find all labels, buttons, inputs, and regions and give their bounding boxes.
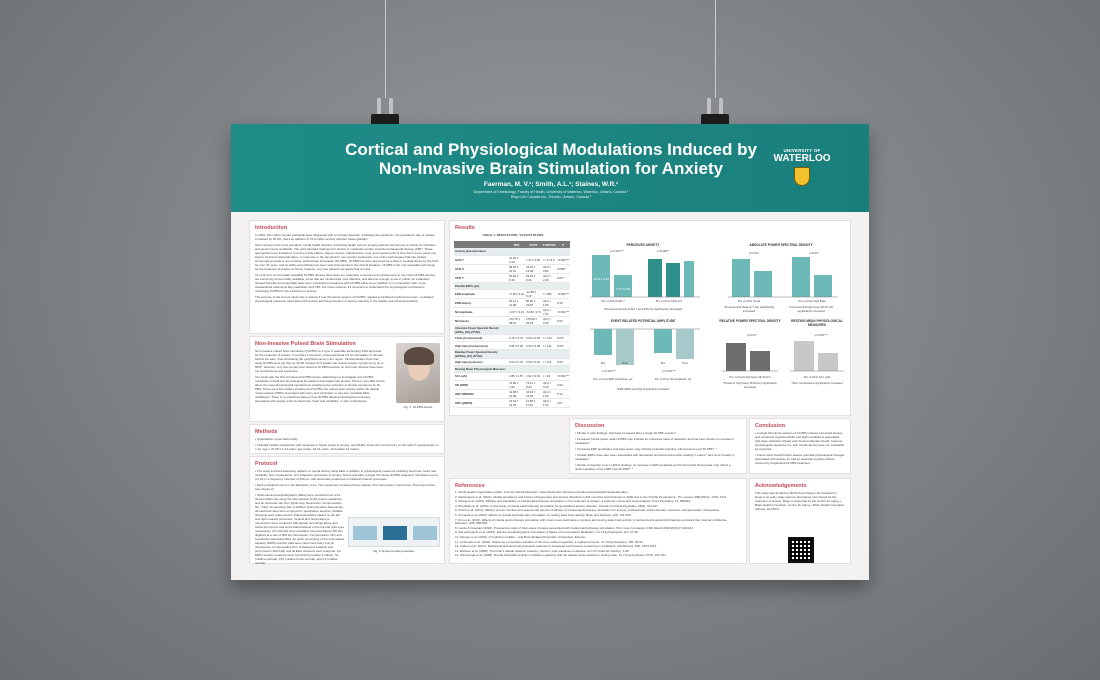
table-cell <box>525 248 542 255</box>
table-cell <box>542 326 556 335</box>
university-logo <box>767 148 837 186</box>
reference-item: 8. Lande & Gragnani (2016). Prospective study of brain wave changes associated with cranial electrotherapy stimulation. Prim Care Companion CNS Disord 2018;20(6):17m02214. <box>455 525 694 530</box>
table-cell: t(21) = 0.09 <box>542 380 556 389</box>
table-cell: 0.63 <box>556 317 570 326</box>
logo-main-text: WATERLOO <box>773 153 831 164</box>
reference-item: 2. Santomauro et al. (2021). Global prevalence and burden of depressive and anxiety disorders in 204 countries and territories in 2020 due to the COVID-19 pandemic. The Lancet, 398(10312), 1700–1712. <box>455 494 728 499</box>
reference-item: 11. LoTemplio et al. (2020). Nature as a potential modulator of the error-related negativity: a registered report. Int J Psychophysiol, 156, 49-59. <box>455 539 644 544</box>
bar-ern-pre <box>594 329 612 355</box>
paragraph: Since anxiety is the most prevalent mental health disorder, prioritizing health care for anxiety patients has become a priority for clinicians and governments worldwide. The gold standard treatment for anxiety is medication and/or cognitive behavioural therapy (CBT). These approaches have limitations in terms of side effects, stigma, access, effectiveness, cost, and requirements of time that it some cases can lead to treatment discontinuation. In response to the demand for new anxiety treatments, one of the technologies that has yielded encouraging results is non-invasive pulsed brain stimulation (NI-PBS). NI-PBS has been approved as a class II medical device by the FDA for over 40 years, and its safety and efficacy has been well documented in the clinical literature. NI-PBS is the only wearable technology for the treatment of anxiety at home; however, very few patients are aware that it exists. <box>255 243 439 271</box>
reference-item: 3. Chang et al. (2015). Efficacy and tolerability of cranial electrotherapy stimulation in the treatment of anxiety: a systemic review and meta-analysis. Front Psychiatry, 13, 899040. <box>455 499 691 504</box>
section-heading: Methods <box>255 429 278 435</box>
bar-gad7-post <box>614 275 632 297</box>
table-cell: 0.04 ± 0.01 <box>509 359 524 364</box>
table-cell: ERN latency <box>454 299 508 308</box>
procedure-diagram <box>348 517 440 547</box>
table-cell: Anxiety Questionnaires <box>454 248 508 255</box>
references-list <box>450 491 746 558</box>
section-heading: Protocol <box>255 461 278 467</box>
table-cell: t = 130 <box>542 335 556 342</box>
references-section <box>449 478 747 564</box>
table-cell <box>525 326 542 335</box>
table-cell: t(21) = 2.38 <box>542 273 556 282</box>
conclusion-section <box>749 418 851 474</box>
table-cell: Relative Power Spectral Density (ΔPSDq, [10] μV²/Hz) <box>454 349 508 358</box>
table-cell: Resting Mean Physiological Measures <box>454 365 508 372</box>
table-cell: Parallel ERPs (μV) <box>454 282 508 289</box>
hair-icon <box>404 347 434 365</box>
table-row <box>454 326 570 335</box>
table-cell: 0.10 <box>556 299 570 308</box>
paragraph: • Increased ERP amplitudes and beta power may indicate potential cognitive enhancement post NI-PBS⁴⁻⁵ <box>575 447 717 451</box>
table-header-cell: POST <box>525 241 542 248</box>
figure-caption: Fig. 1: NI-PBS device <box>403 405 433 409</box>
hanging-string-left <box>385 0 386 98</box>
x-label: Post <box>622 361 628 365</box>
figure-caption: Fig. 2: Experimental procedure. <box>373 549 415 553</box>
table-row <box>454 317 570 326</box>
table-cell: -3.67 ± 3.21 <box>508 308 525 317</box>
paragraph: • Quantitative, upper-label study. <box>255 437 299 441</box>
table-cell: t = 141 <box>542 342 556 349</box>
chart-title: EVENT RELATED POTENTIAL AMPLITUDE <box>610 319 676 323</box>
axis-label: Pre vs Post High beta (18-30 Hz) <box>729 375 771 379</box>
table-cell: t(21) = 1.92 <box>542 398 556 407</box>
table-cell <box>556 248 570 255</box>
table-cell: STAI-T <box>454 273 508 282</box>
table-cell <box>525 365 542 372</box>
table-cell <box>508 365 525 372</box>
table-header-row <box>454 241 570 248</box>
table-cell: 0.06 ± 0.02 <box>526 359 541 364</box>
table-cell: t = 486 <box>542 290 556 299</box>
table-cell: 53.05 ± 8.44 <box>525 273 542 282</box>
table-row <box>454 273 570 282</box>
bar-theta-pre <box>732 259 750 297</box>
table-cell: t(21) = 1.56 <box>542 389 556 398</box>
paragraph: • Increased frontal power peak NI-PBS may indicate an enhanced state of relaxation and has been shown to increase in meditation³ <box>575 437 734 445</box>
table-row <box>454 308 570 317</box>
poster-affiliations <box>331 190 771 200</box>
table-row <box>454 389 570 398</box>
table-cell: -11.88 ± 8.23 <box>525 290 542 299</box>
table-cell <box>542 349 556 358</box>
table-cell: STAI-S <box>454 264 508 273</box>
table-cell: HRV (pNN50) <box>454 398 508 407</box>
poster-header <box>231 124 869 212</box>
reference-item: 4. Brunfacky et al. (2009). A pilot study of cranial electrotherapy stimulation for generalized anxiety disorder. Journal of Clinical Psychiatry, 69(3), 412-417. <box>455 503 659 508</box>
chart-title: RESTING MEAN PHYSIOLOGICAL MEASURES <box>791 319 843 327</box>
chart-note: *Frontocentral high beta (18-30 Hz) significantly increased <box>789 305 833 313</box>
table-cell: 7.47 ± 4.80 <box>525 255 542 264</box>
procedure-step <box>353 526 377 540</box>
table-row <box>454 365 570 372</box>
bar-stais-pre <box>648 259 662 297</box>
table-cell <box>556 282 570 289</box>
qr-code-icon[interactable] <box>788 537 814 563</box>
paragraph: The purpose of the current study was to assess if one 30-minute session of NI-PBS, applied to localized marked premotors, modulated physiological measures associated with anxiety and the perception of anxiety intensity in the healthy sub-clinical population. <box>255 295 434 303</box>
affiliation-2: Rego Life Canada Inc., Toronto, Ontario, Canada ² <box>510 195 592 199</box>
table-row <box>454 398 570 407</box>
table-header-cell: PRE <box>508 241 525 248</box>
table-cell <box>542 365 556 372</box>
table-row <box>454 299 570 308</box>
hanging-string-right <box>715 0 716 98</box>
paragraph: • Each participant came to the laboratory once. The experiment contained three phases: Pre-intervention, Intervention, Post-intervention (see Figure 2). <box>255 483 436 491</box>
table-row <box>454 373 570 380</box>
table-cell: t = 111 <box>542 358 556 365</box>
table-cell: 73.86 ± 7.83 <box>508 380 525 389</box>
chart-note: *Skin conductance significantly increased <box>791 381 843 385</box>
table-cell <box>508 326 525 335</box>
table-cell: t(21) = 1.89 <box>542 299 556 308</box>
table-row <box>454 282 570 289</box>
table-cell: 80.96 ± 23.87 <box>525 299 542 308</box>
table-row <box>454 358 570 365</box>
table-cell: 42.15 ± 12.08 <box>525 264 542 273</box>
bar-scl-post <box>818 353 838 371</box>
table-cell: 14.00 ± 3.24 <box>508 255 525 264</box>
chart-note: *ERP (ERN and N2) amplitudes increased <box>616 387 670 391</box>
table-row <box>454 290 570 299</box>
nipbs-section <box>249 336 445 422</box>
table-cell: t = 91 <box>542 373 556 380</box>
table-cell: Absolute Power Spectral Density (ΔPSq, [10] μV²/Hz) <box>454 326 508 335</box>
table-cell: High beta (frontocentral) <box>454 342 508 349</box>
bar-stais-post <box>666 263 680 297</box>
table-cell <box>508 349 525 358</box>
bar-theta-post <box>754 271 772 297</box>
table-cell: N2 amplitude <box>454 308 508 317</box>
bar-gad7-pre <box>592 255 610 297</box>
table-cell <box>556 326 570 335</box>
bar-value-label: 14.00 ± 3.24 <box>593 277 609 281</box>
paragraph: • Scalp electroencephalography (EEG) were recorded from a 64-channel EEG cap using the international 10-20 system guidelines and an electrode cap from (Quik-Cap, Neuroscan, Compumedics, NC, USA). At sampling rate of 1000Hz (Compumedics Neuroscan). All electrode sites were employed in quantitative analysis. All EEG channels were referenced to linked electrodes placed on the left and right mastoid processes. Vertical and horizontal eye movements were monitored with bipolar recordings above and below the left eye and at the lateral aspect of the left and right eyes respectively. All channels were amplified, low-pass filtered (50 Hz), digitized at a rate of 500 Hz (Neuroscan, Compumedics, NC) and impedance was below 5kΩ. Air quick processing of the omit-related capacity (ERPs) and EC data were performed using Curry8 (Neuroscan, Compumedics NC). Subsequent analysis was performed in MATLAB, and all EEG channels were analyzed. For ERPs and EC measurements frontal (F2) positive (midline), N1 (midline parietal), P12 (midline fronto-central), and C2 (midline central). <box>255 493 345 565</box>
paragraph: • Included healthy participants with moderate or higher levels of anxiety, specifically, those who scored a 8+ on the GAD-7 questionnaire (n = 22, age = 22.08 ± 2.14 years; age range: 18-31 years; 14 females 13 males). <box>255 443 439 451</box>
table-cell: 2.92 ± 2.81 <box>526 374 541 379</box>
paragraph: Non-invasive pulsed brain stimulation (NI-PBS) is a type of wearable technology FDA approved for the treatment of anxiety. It provides a low-level, pulsed electrical 0.5 Hz stimulation to the skin behind the ears, thus stimulating the peripheral nerve in the region. Clinical studies show that using NI-PBS once per day for 20-60 minutes for 6 weeks can reduce anxiety symptoms by up to 50%*. however, very few people have heard of NI-PBS because up until now, devices have been too cumbersome and expensive. <box>255 349 384 373</box>
procedure-step <box>413 526 437 540</box>
chart-title: RELATIVE POWER SPECTRAL DENSITY <box>719 319 781 323</box>
table-cell: <0.001*** <box>556 290 570 299</box>
table-title: TABLE 1: RESULTS PRE- VS POST NI-PBS <box>482 233 544 237</box>
table-cell: 0.93 <box>556 380 570 389</box>
poster <box>231 124 869 580</box>
chart-note: *Perceived anxiety (GAD-7 and STAI-S) significantly decreased <box>603 307 683 311</box>
table-cell: Theta (frontocentral) <box>454 335 508 342</box>
table-cell: 0.008** <box>556 264 570 273</box>
p-value-label: p<0.001*** <box>602 369 616 373</box>
acknowledgements-section <box>749 478 851 564</box>
protocol-section <box>249 456 445 564</box>
bar-relbeta-pre <box>726 343 746 371</box>
axis-label: Pre vs Post STAI-S/T <box>655 299 683 303</box>
axis-label: Pre vs Post High Beta <box>798 299 826 303</box>
table-cell: 3.86 ± 1.87 <box>509 374 524 379</box>
axis-label: Pre vs Post GAD-7 <box>601 299 625 303</box>
bar-beta-post <box>814 275 832 297</box>
affiliation-1: Department of Kinesiology, Faculty of Health, University of Waterloo, Waterloo, Ontario, Canada ¹ <box>473 190 629 194</box>
table-row <box>454 335 570 342</box>
section-heading: References <box>455 483 485 489</box>
table-cell: 0.04* <box>556 335 570 342</box>
shield-icon <box>794 167 810 186</box>
table-cell: 0.60 ± 0.56 <box>526 336 541 341</box>
reference-item: 5. Kirsch et al. (2014). Military service member and veteran self reports of efficacy of cranial electrotherapy stimulation for anxiety, posttraumatic stress disorder, insomnia, and depression. Perspective. <box>455 508 721 513</box>
bar-beta-pre <box>792 257 810 297</box>
x-label: Pre <box>600 361 606 365</box>
paragraph: • The study involved assessing patterns of neural activity using EEG in addition to physiological measures including heart rate, heart rate variability, skin conductance, and subjective perception of anxiety, before and after a single 30 minute NI-PBS treatment: stimulators set to 0.5 Hz in a frequency intervals of 500 μA, with electrodes positioned on bilateral mastoid processes. <box>255 469 438 481</box>
chart-note: *Posterior high beta (18-30 Hz) significantly increased <box>723 381 777 389</box>
table-cell <box>542 282 556 289</box>
table-cell: <0.001*** <box>556 255 570 264</box>
p-value-label: p=0.01* <box>747 333 757 337</box>
reference-item: 9. DeLoshingseth et al. (2019). Electroencephalographic Correlates of States of Concentrative Meditation. Int J Psychophysiol, 110, 27-39. <box>455 530 639 535</box>
section-heading: Results <box>455 225 475 231</box>
table-cell: 81.11 ± 21.98 <box>508 299 525 308</box>
table-cell: -5.38 ± 3.71 <box>525 308 542 317</box>
reference-item: 12. Andres et al. (2017). Behavioral and electrophysiological evidence of enhanced performance monitoring in meditators. Mindfulness, 8(6), 1603-1614. <box>455 544 658 549</box>
table-cell: <0.001*** <box>557 374 569 379</box>
paragraph: • Similar to past findings, high beta increased after a single NI-PBS session² <box>575 431 676 435</box>
table-cell: 54.20 ± 9.16 <box>508 273 525 282</box>
table-cell <box>556 349 570 358</box>
bar-scl-pre <box>794 341 814 371</box>
p-value-label: p<0.008** <box>656 249 670 253</box>
chart-title: ABSOLUTE POWER SPECTRAL DENSITY <box>749 243 813 247</box>
poster-authors: Faerman, M. V.¹; Smith, A.L.¹; Staines, W.R.¹ <box>483 181 619 188</box>
table-cell: t = 4.72 5 <box>542 255 556 264</box>
introduction-section <box>249 220 445 334</box>
reference-item: 13. Buckner et al. (2008). The brain's default network: anatomy, function, and relevance to disease. Ann NY Acad Sci 1124(1), 1-38. <box>455 548 630 553</box>
table-cell: GAD-7 <box>454 255 508 264</box>
reference-item: 6. Ferrarelli et al. (2012). Effects of cranial electrotherapy stimulation on resting state brain activity. Brain and behavior, 2(2), 211-220. <box>455 512 632 517</box>
paragraph: • Future work should further assess potential physiological changes associated with anxiety as well as potential cognitive effects induced by longitudinal NI-PBS treatment. <box>755 453 845 465</box>
bar-relbeta-post <box>750 351 770 371</box>
section-heading: Introduction <box>255 225 288 231</box>
table-row <box>454 255 570 264</box>
paragraph: • Similar to Faucher et al.'s (2012) findings, an increase in ERN amplitude and frontocentral theta power may reflect a downregulation of the DMN post-NI-PBS⁸⁻⁹ <box>575 463 731 471</box>
table-cell: t(21) = 3.86 <box>542 264 556 273</box>
table-header-cell <box>454 241 508 248</box>
table-cell: 0.07 <box>556 398 570 407</box>
table-header-cell: P <box>556 241 570 248</box>
bar-n2-post <box>676 329 694 359</box>
reference-item: 7. Kim et al. (2021). Effects of cranial electrotherapy stimulation with novel in-ear electrodes on anxiety and resting-state brain activity: A randomized double-blind placebo-controlled trial. Journal of Affective Disorders, 295, 856-864. <box>455 517 727 526</box>
chart-title: PERCEIVED ANXIETY <box>626 243 660 247</box>
table-cell <box>525 282 542 289</box>
table-cell: 73.11 ± 8.20 <box>525 380 542 389</box>
x-label: Pre <box>660 361 666 365</box>
table-cell: ERN amplitude <box>454 290 508 299</box>
reference-item: 14. Scheeringa et al. (2008). Frontal theta EEG activity correlates negatively with the default mode network in resting state. Int J Psychophysiol, 67(3), 242-251. <box>455 553 667 558</box>
device-photo <box>396 343 440 403</box>
table-cell: 0.01* <box>556 358 570 365</box>
methods-section <box>249 424 445 454</box>
table-cell: N2 latency <box>454 317 508 326</box>
table-cell <box>508 248 525 255</box>
table-cell <box>525 349 542 358</box>
poster-title: Cortical and Physiological Modulations Induced by Non-Invasive Brain Stimulation for Anxiety <box>345 140 757 178</box>
p-value-label: p=0.03* <box>809 251 819 255</box>
table-cell: 0.66 ± 0.98 <box>526 343 541 348</box>
p-value-label: p<0.001*** <box>610 249 624 253</box>
section-heading: Acknowledgements <box>755 483 807 489</box>
table-cell: SCL (μS) <box>454 373 508 380</box>
reference-item: 1. World Health Organization (2022, June 8). Mental Disorders. https://www.who.int/news-room/fact-sheets/detail/mental-disorders <box>455 490 628 494</box>
logo-top-text: UNIVERSITY OF <box>783 148 821 153</box>
table-cell <box>508 282 525 289</box>
p-value-label: p<0.001*** <box>662 369 676 373</box>
table-cell: 0.14 <box>556 389 570 398</box>
table-cell: 0.85 ± 0.94 <box>509 343 524 348</box>
bar-value-label: 7.47 ± 4.80 <box>616 287 630 291</box>
table-cell: 0.75 ± 0.47 <box>509 336 524 341</box>
paragraph: Up until now, commercially available NI-PBS devices have been too expensive to access and cumbersome to use. New NI-PBS devices are becoming commercially available, some that are miniaturized, cost effective, and discreet enough to use in public. An evaluation showed benefits and potentially have been successful in treatment with NI-PBS either as an addition or in conjunction with, more standardized treatments like medication and CBT. For these reasons, it's important to understand the physiological mechanisms underlying NI-PBS for the treatment of anxiety. <box>255 273 436 293</box>
axis-label: Pre vs Post SCL (μS) <box>803 375 831 379</box>
axis-label: Pre vs Post ERN amplitude, μV <box>593 377 633 381</box>
table-cell: 278.28 ± 39.03 <box>525 317 542 326</box>
results-section <box>449 220 851 416</box>
procedure-step <box>383 526 407 540</box>
table-cell: HRV (RMSSD) <box>454 389 508 398</box>
axis-label: Pre vs Post Theta <box>737 299 761 303</box>
discussion-section <box>569 418 747 474</box>
paragraph: In 2019, 301 million people worldwide were diagnosed with an anxiety disorder¹. Following the pandemic, the prevalence rate of anxiety increased by 25.6%, that's an addition of 76.2 million anxiety disorder cases globally². <box>255 233 435 241</box>
bar-stait-pre <box>684 261 694 297</box>
table-cell: 272.75 ± 38.61 <box>508 317 525 326</box>
results-table <box>454 241 570 408</box>
table-cell: HR (BPM) <box>454 380 508 389</box>
section-heading: Non-Invasive Pulsed Brain Stimulation <box>255 341 356 347</box>
table-cell: 43.94 ± 15.83 <box>525 389 542 398</box>
table-cell: 41.88 ± 14.99 <box>508 389 525 398</box>
table-cell: 0.03* <box>556 342 570 349</box>
table-cell: <0.001*** <box>556 308 570 317</box>
bar-ern-post <box>616 329 634 365</box>
table-cell: 48.65 ± 10.51 <box>508 264 525 273</box>
section-heading: Discussion <box>575 423 605 429</box>
table-header-cell: V-SR/TEN <box>542 242 556 247</box>
table-cell <box>556 365 570 372</box>
table-row <box>454 264 570 273</box>
table-cell: -9.18 ± 5.01 <box>508 290 525 299</box>
p-value-label: p<0.001*** <box>814 333 828 337</box>
paragraph: Our study was the first (introduced NI-PBS device called Rego to investigate how NI-PBS modulates cortical and physiological biomarkers associated with anxiety. There is very little known about the neurophysiological mechanisms underlying the reduction of anxiety symptoms by NI-PBS. There are a few studies showing that NI-PBS can reduce brain activity within the default mode network (DMN) associated with worry and rumination. It can also modulate EEG oscillations. There is no published data on how NI-PBS affects physiological processes associated with anxiety such as heart rate, heart rate variability, or skin conductance. <box>255 375 385 403</box>
axis-label: Pre vs Post N2 amplitude, μV <box>654 377 692 381</box>
x-label: Post <box>682 361 688 365</box>
table-row <box>454 349 570 358</box>
paragraph: This study was funded by MITACS and Rego Life Canada Inc. Rego is an early stage start-up developing neuroboost for the treatment of anxiety. Rego is supported by the Centre for Aging + Brain Health Innovation, Centre for Aging + Brain Health Innovation, Velocity, and BCC. <box>755 491 845 511</box>
table-cell: High beta (posterior) <box>454 358 508 365</box>
chart-note: *Frontocentral theta (4-7 Hz) significantly increased <box>723 305 775 313</box>
paragraph: • A single 30-minute session of NI-PBS reduced perceived anxiety and enhanced cognitive ERPs and brain oscillations associated with deep relaxation (theta) and focused attention (beta); however, physiological measures (i.e. skin conductance) were not modulated as expected. <box>755 431 845 451</box>
erp-amplitude-chart <box>580 325 706 383</box>
bar-n2-pre <box>654 329 672 353</box>
table-cell: 19.61 ± 12.78 <box>508 398 525 407</box>
p-value-label: p=0.04* <box>749 251 759 255</box>
section-heading: Conclusion <box>755 423 785 429</box>
table-cell: t(21) = 7.44 <box>542 308 556 317</box>
paragraph: • Smaller ERPs have also been associated with decreased perceived stress after walking in nature⁶ and more broadly in meditation⁷ <box>575 453 735 461</box>
table-row <box>454 342 570 349</box>
table-row <box>454 380 570 389</box>
table-cell: t(21) = 0.49 <box>542 317 556 326</box>
table-cell <box>542 248 556 255</box>
reference-item: 10. Morgan et al. (2010). Introduction to EEG – and Brain-Related Potentials. Amsterdam: Elsevier. <box>455 534 587 539</box>
table-cell: 21.56 ± 11.40 <box>525 398 542 407</box>
table-row <box>454 248 570 255</box>
table-cell: 0.03* <box>556 273 570 282</box>
